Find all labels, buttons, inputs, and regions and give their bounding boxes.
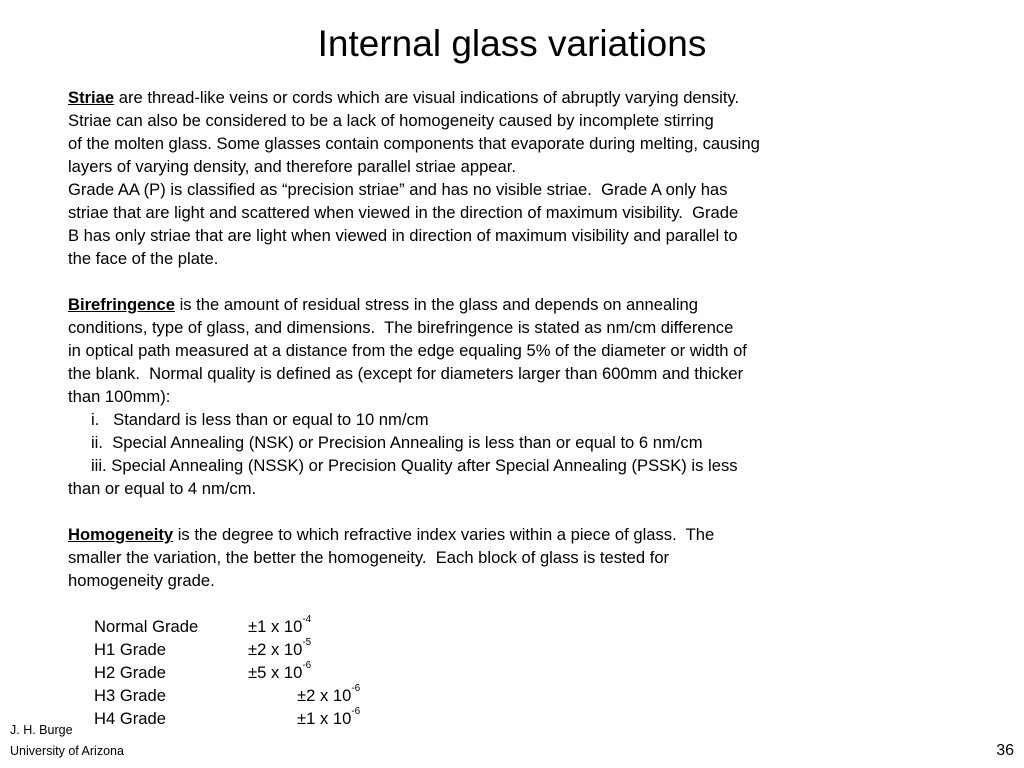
grade-row xyxy=(68,707,968,730)
birefringence-line: than 100mm): xyxy=(68,387,171,406)
page-number: 36 xyxy=(996,742,1014,759)
spacer xyxy=(68,500,968,523)
grade-name: H1 Grade xyxy=(94,640,166,659)
birefringence-line: conditions, type of glass, and dimensions. The birefringence is stated as nm/cm difference xyxy=(68,318,734,337)
striae-line: Striae can also be considered to be a lack of homogeneity caused by incomplete stirring xyxy=(68,111,714,130)
spacer xyxy=(68,270,968,293)
footer-author: J. H. Burge xyxy=(10,723,73,737)
grade-row xyxy=(68,661,968,684)
homogeneity-line: Homogeneity is the degree to which refractive index varies within a piece of glass. The xyxy=(68,525,715,544)
homogeneity-term: Homogeneity xyxy=(68,525,174,544)
birefringence-line: the blank. Normal quality is defined as (except for diameters larger than 600mm and thicker xyxy=(68,364,744,383)
grade-row xyxy=(68,638,968,661)
grade-value: ±2 x $10^{-6}$ xyxy=(297,683,361,705)
striae-line: layers of varying density, and therefore parallel striae appear. xyxy=(68,157,516,176)
grade-row xyxy=(68,615,968,638)
grade-name: H2 Grade xyxy=(94,663,166,682)
grade-value: ±1 x $10^{-4}$ xyxy=(248,614,312,636)
birefringence-term: Birefringence xyxy=(68,295,175,314)
birefringence-line: Birefringence is the amount of residual stress in the glass and depends on annealing xyxy=(68,295,699,314)
striae-line: of the molten glass. Some glasses contain components that evaporate during melting, causing xyxy=(68,134,760,153)
striae-term: Striae xyxy=(68,88,115,107)
grade-value: ±2 x $10^{-5}$ xyxy=(248,637,312,659)
spacer xyxy=(68,592,968,615)
birefringence-line: in optical path measured at a distance from the edge equaling 5% of the diameter or width of xyxy=(68,341,747,360)
striae-line: Grade AA (P) is classified as “precision striae” and has no visible striae. Grade A only has xyxy=(68,180,728,199)
birefringence-list-item: iii. Special Annealing (NSSK) or Precision Quality after Special Annealing (PSSK) is less xyxy=(91,456,738,475)
grade-name: H4 Grade xyxy=(94,709,166,728)
footer-affiliation: University of Arizona xyxy=(10,744,124,758)
striae-line: Striae are thread-like veins or cords which are visual indications of abruptly varying density. xyxy=(68,88,740,107)
homogeneity-line: homogeneity grade. xyxy=(68,571,215,590)
grade-row xyxy=(68,684,968,707)
slide-title: Internal glass variations xyxy=(317,23,707,64)
slide-body xyxy=(68,86,968,730)
grade-name: H3 Grade xyxy=(94,686,166,705)
grade-name: Normal Grade xyxy=(94,617,199,636)
birefringence-list-item: i. Standard is less than or equal to 10 nm/cm xyxy=(91,410,429,429)
striae-line: striae that are light and scattered when viewed in the direction of maximum visibility. Grade xyxy=(68,203,739,222)
birefringence-list-wrap: than or equal to 4 nm/cm. xyxy=(68,479,257,498)
grade-value: ±5 x $10^{-6}$ xyxy=(248,660,312,682)
grade-value: ±1 x $10^{-6}$ xyxy=(297,706,361,728)
birefringence-list-item: ii. Special Annealing (NSK) or Precision Annealing is less than or equal to 6 nm/cm xyxy=(91,433,703,452)
homogeneity-line: smaller the variation, the better the homogeneity. Each block of glass is tested for xyxy=(68,548,670,567)
striae-line: the face of the plate. xyxy=(68,249,219,268)
striae-line: B has only striae that are light when viewed in direction of maximum visibility and parallel to xyxy=(68,226,738,245)
